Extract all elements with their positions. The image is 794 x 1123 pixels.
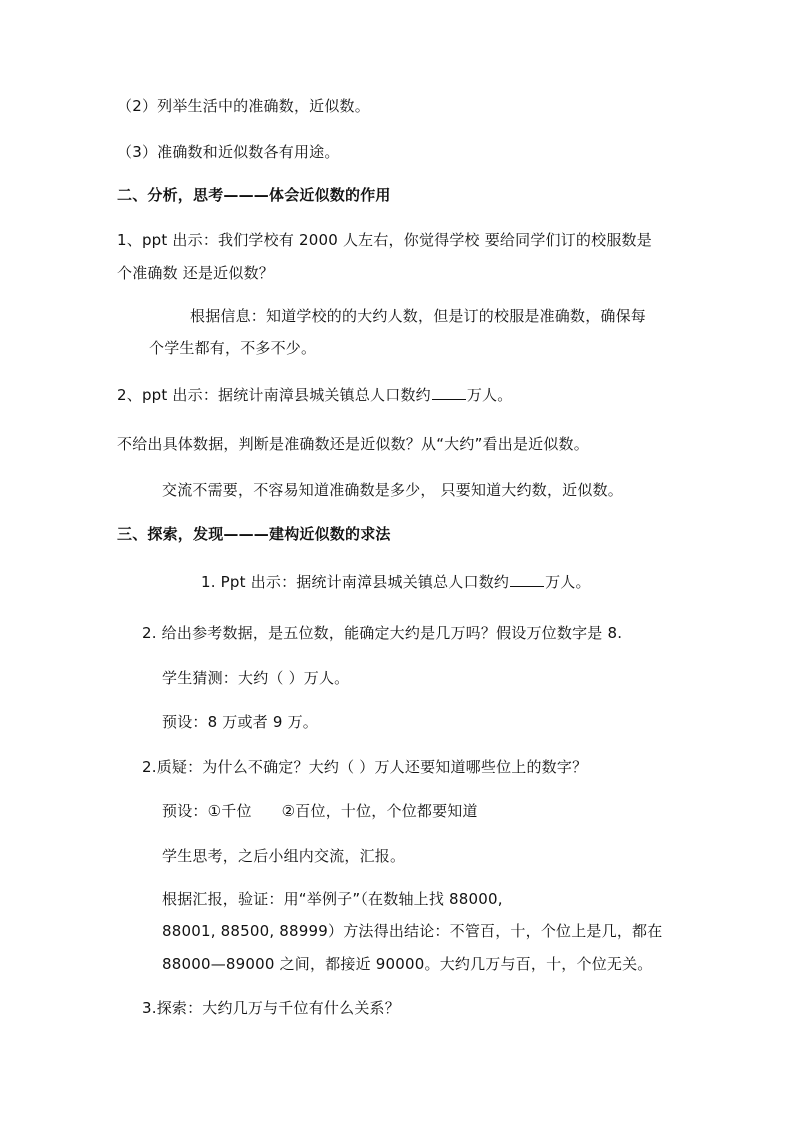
preset-options [162,801,478,821]
step-3-question: 3.探索：大约几万与千位有什么关系？ [142,999,400,1017]
paragraph-3-text: 2、ppt 出示：据统计南漳县城关镇总人口数约 [117,386,431,404]
step-2-question: 2.质疑：为什么不确定？大约（ ）万人还要知道哪些位上的数字？ [142,758,588,776]
fill-blank [510,585,544,587]
paragraph-2-line-2: 个学生都有，不多不少。 [149,339,317,357]
paragraph-2-line-1: 根据信息：知道学校的的大约人数，但是订的校服是准确数，确保每 [190,307,647,325]
paragraph-3 [117,385,512,405]
section-heading-2: 二、分析，思考———体会近似数的作用 [117,186,391,204]
preset-option-1: 预设：①千位 [162,802,252,820]
student-discussion: 学生思考，之后小组内交流，汇报。 [162,847,406,865]
preset-answer: 预设：8 万或者 9 万。 [162,713,318,731]
verify-line-3: 88000—89000 之间，都接近 90000。大约几万与百，十，个位无关。 [162,955,653,973]
paragraph-1-line-1: 1、ppt 出示：我们学校有 2000 人左右，你觉得学校 要给同学们订的校服数是 [117,231,652,249]
fill-blank [432,398,466,400]
verify-line-2: 88001, 88500, 88999）方法得出结论：不管百，十，个位上是几，都在 [162,922,663,940]
paragraph-4: 不给出具体数据，判断是准确数还是近似数？从“大约”看出是近似数。 [117,435,589,453]
list-item-2: （2）列举生活中的准确数，近似数。 [117,97,370,115]
step-2-reference: 2. 给出参考数据，是五位数，能确定大约是几万吗？假设万位数字是 8. [142,624,623,642]
list-item-3: （3）准确数和近似数各有用途。 [117,143,340,161]
paragraph-6 [201,572,591,592]
section-heading-3: 三、探索，发现———建构近似数的求法 [117,525,391,543]
paragraph-3-suffix: 万人。 [466,386,513,404]
student-guess: 学生猜测：大约（ ）万人。 [162,669,350,687]
paragraph-1-line-2: 个准确数 还是近似数？ [117,264,274,282]
paragraph-5: 交流不需要，不容易知道准确数是多少， 只要知道大约数，近似数。 [162,481,623,499]
verify-line-1: 根据汇报，验证：用“举例子”（在数轴上找 88000, [162,890,503,908]
preset-option-2: ②百位，十位，个位都要知道 [281,802,478,820]
paragraph-6-text: 1. Ppt 出示：据统计南漳县城关镇总人口数约 [201,573,510,591]
paragraph-6-suffix: 万人。 [545,573,591,591]
